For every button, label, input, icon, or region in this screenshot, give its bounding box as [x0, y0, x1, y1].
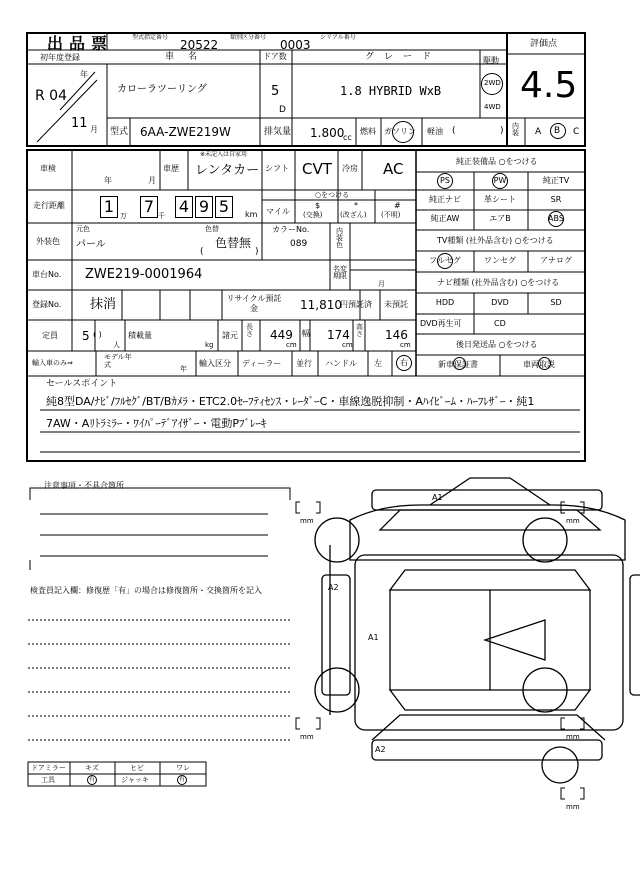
mile-label: マイル: [266, 207, 290, 216]
height-label: 高さ: [356, 323, 363, 338]
mileage-label: 走行距離: [33, 201, 65, 210]
color-change-bracket-close: ): [255, 247, 259, 257]
fuel: ガソリン: [384, 127, 416, 136]
fuel-label: 燃料: [360, 127, 376, 136]
mileage-sen: 千: [158, 212, 165, 220]
diesel-close-bracket: ): [500, 126, 504, 136]
car-name-label: 車名: [165, 52, 212, 62]
load-kg: kg: [205, 341, 214, 349]
width: 174: [327, 328, 350, 342]
mm-fr: mm: [566, 517, 580, 525]
chassis: ZWE219-0001964: [85, 267, 203, 282]
capacity-label: 定員: [42, 331, 58, 340]
serial-label: シリアル番号: [320, 34, 356, 41]
orig-color-label: 元色: [76, 225, 90, 233]
exchange-text: (交換): [303, 211, 323, 219]
form-title: 出品票: [47, 34, 114, 53]
equipment-item: 純正ナビ: [429, 195, 461, 204]
sales-line-1: 純8型DA/ﾅﾋﾞ/ﾌﾙｾｸﾞ/BT/Bｶﾒﾗ・ETC2.0ｾｰﾌﾃｨｾﾝｽ・ﾚｰﾀﾞｰC・車線逸脱抑制・Aﾊｲﾋﾞｰﾑ・ﾊｰﾌﾚｻﾞｰ・純1: [46, 395, 535, 408]
width-label: 幅: [302, 329, 310, 338]
length-cm: cm: [286, 341, 297, 349]
manual-circle: [538, 357, 551, 370]
drive-2wd: 2WD: [484, 79, 501, 87]
name-change-month: 月: [378, 280, 385, 288]
exchange-sym: $: [315, 201, 321, 210]
diesel-open-bracket: (: [452, 126, 456, 136]
mark-a1-top: A1: [432, 493, 443, 502]
dvd-label: DVD再生可: [420, 319, 462, 328]
mileage-digit: 4: [175, 196, 193, 218]
month-unit: 月: [90, 125, 98, 134]
color-change-bracket-open: (: [200, 247, 204, 257]
model-year-unit: 年: [180, 365, 187, 373]
chassis-label: 車台No.: [32, 270, 62, 279]
length: 449: [270, 328, 293, 342]
history: レンタカー: [195, 163, 260, 178]
inspector-label: 検査員記入欄：修復歴「有」の場合は修復箇所・交換箇所を記入: [30, 586, 262, 595]
mileage-digit: 9: [195, 196, 213, 218]
cc-unit: cc: [343, 133, 352, 142]
length-label: 長さ: [246, 323, 253, 338]
interior-grade-b: B: [554, 126, 561, 136]
shaken-month: 月: [148, 176, 156, 185]
drive-label: 駆動: [483, 56, 499, 65]
mm-fl: mm: [300, 517, 314, 525]
legend-jack-yes: 有: [179, 776, 186, 783]
warranty-book: 新車保証書: [438, 360, 478, 369]
mark-a2-rear: A2: [375, 745, 386, 754]
first-reg-month: 11: [71, 116, 88, 131]
car-name: カローラツーリング: [117, 84, 207, 95]
diesel-label: 軽油: [427, 127, 443, 136]
interior-color-label: 内装色: [336, 227, 343, 249]
model-cert-label: 型式指定番号: [132, 34, 169, 41]
mm-rl: mm: [300, 733, 314, 741]
mileage-digit: 1: [100, 196, 118, 218]
import-dealer: ディーラー: [242, 359, 282, 368]
grade-label: グレード: [365, 52, 442, 62]
score-value: 4.5: [520, 65, 578, 106]
mileage-man: 万: [120, 212, 127, 220]
recycle-unit: 円預託済: [340, 300, 372, 309]
equipment-item: 革シート: [484, 195, 516, 204]
legend-break: ワレ: [176, 764, 190, 772]
legend-tool: 工具: [41, 776, 55, 784]
first-reg-label: 初年度登録: [40, 53, 80, 62]
import-parallel: 並行: [296, 359, 312, 368]
tv-label: TV種類 (社外品含む) ○をつける: [437, 236, 554, 245]
equipment-item: PW: [493, 176, 507, 185]
import-class-label: 輸入区分: [199, 359, 231, 368]
equipment-circle: [548, 211, 564, 227]
equipment-item: エアB: [489, 214, 511, 223]
recycle: 11,810: [300, 298, 342, 312]
doors-label: ドア数: [263, 52, 287, 61]
color-no-label: カラーNo.: [272, 225, 310, 234]
legend-tool-yes: 有: [89, 776, 96, 783]
navi-label: ナビ種類 (社外品含む) ○をつける: [437, 278, 560, 287]
height: 146: [385, 328, 408, 342]
equipment-item: HDD: [435, 298, 455, 307]
legend-crack: ヒビ: [130, 764, 144, 772]
caution-label: 注意事項・不具合箇所: [44, 481, 124, 490]
equipment-item: ワンセグ: [484, 256, 516, 265]
warranty-circle: [453, 357, 466, 370]
height-cm: cm: [400, 341, 411, 349]
equipment-item: 純正AW: [430, 214, 460, 223]
capacity-paren: ( ): [93, 330, 102, 339]
shaken-year: 年: [104, 176, 112, 185]
model-cert-no: 20522: [180, 38, 219, 52]
shift: CVT: [302, 160, 332, 178]
mm-spare: mm: [566, 803, 580, 811]
displacement: 1.800: [310, 126, 345, 140]
km-unit: km: [245, 210, 258, 219]
equipment-circle: [492, 173, 508, 189]
ac-label: 冷房: [342, 164, 358, 173]
capacity-unit: 人: [113, 341, 120, 349]
cd-label: CD: [494, 319, 506, 328]
orig-color: パール: [76, 239, 106, 250]
mark-a2-left: A2: [328, 583, 339, 592]
mileage-digit: 5: [215, 196, 233, 218]
model-year-label: モデル年式: [104, 353, 132, 370]
displacement-label: 排気量: [264, 127, 292, 137]
color-no: 089: [290, 239, 308, 249]
sales-line-2: 7AW・Aﾘﾄﾗﾐﾗｰ・ﾜｲﾊﾟｰﾃﾞｱｲｻﾞｰ・電動Pﾌﾞﾚｰｷ: [46, 417, 267, 430]
legend-scratch: キズ: [85, 764, 99, 772]
mark-a1-door: A1: [368, 633, 379, 642]
color-label: 外装色: [36, 237, 60, 246]
first-reg-value: R 04: [35, 88, 67, 104]
legend-doormirror: ドアミラー: [31, 764, 66, 772]
shift-label: シフト: [265, 164, 289, 173]
equipment-item: フルセグ: [429, 256, 461, 265]
grade: 1.8 HYBRID WxB: [340, 84, 442, 98]
class-no: 0003: [280, 38, 311, 52]
mileage-digit: 7: [140, 196, 158, 218]
doors: 5: [271, 84, 280, 99]
equipment-item: SR: [550, 195, 562, 204]
equipment-item: ABS: [548, 214, 564, 223]
equipment-circle: [437, 253, 453, 269]
color-change: 色替無: [215, 236, 252, 250]
color-change-label: 色替: [205, 225, 219, 233]
equipment-item: アナログ: [540, 256, 572, 265]
equipment-circle: [437, 173, 453, 189]
reg: 抹消: [90, 297, 117, 312]
doors-suffix: D: [279, 105, 286, 115]
handle-label: ハンドル: [325, 359, 357, 368]
drive-4wd: 4WD: [484, 103, 501, 111]
recycle-unpaid: 未預託: [384, 300, 408, 309]
reg-label: 登録No.: [32, 300, 62, 309]
shaken-label: 車検: [40, 164, 56, 173]
attach-note: ○をつける: [315, 191, 350, 199]
later-label: 後日発送品 ○をつける: [456, 340, 538, 349]
history-note: ※未記入は自家用: [200, 151, 248, 158]
sales-label: セールスポイント: [46, 379, 118, 389]
equipment-item: 純正TV: [542, 176, 570, 185]
tamper-sym: *: [354, 201, 358, 210]
genuine-label: 純正装備品 ○をつける: [456, 157, 538, 166]
load-label: 積載量: [128, 331, 152, 340]
recycle-label: リサイクル預託金: [226, 294, 282, 313]
name-change-label: 名変期限: [333, 265, 347, 280]
ac: AC: [383, 160, 404, 178]
vehicle-manual: 車両取説: [523, 360, 555, 369]
legend-jack: ジャッキ: [121, 776, 149, 784]
equipment-item: DVD: [491, 298, 509, 307]
equipment-item: SD: [550, 298, 562, 307]
import-label: 輸入車のみ⇒: [32, 359, 73, 367]
capacity: 5: [82, 329, 90, 343]
model-label: 型式: [110, 127, 129, 137]
history-label: 車歴: [163, 164, 179, 173]
interior-label: 内装: [512, 122, 519, 137]
width-cm: cm: [342, 341, 353, 349]
dims-label: 諸元: [222, 331, 238, 340]
score-label: 評価点: [530, 39, 558, 49]
class-label: 類別区分番号: [230, 34, 267, 41]
model: 6AA-ZWE219W: [140, 125, 231, 139]
tamper-text: (改ざん): [340, 211, 367, 219]
interior-grade-c: C: [573, 127, 580, 137]
interior-grade-a: A: [535, 127, 542, 137]
mm-rr: mm: [566, 733, 580, 741]
unknown-sym: #: [394, 201, 401, 210]
equipment-item: PS: [440, 176, 450, 185]
year-unit: 年: [80, 70, 88, 79]
unknown-text: (不明): [381, 211, 401, 219]
handle-left: 左: [374, 359, 382, 368]
handle-right: 右: [400, 358, 408, 367]
